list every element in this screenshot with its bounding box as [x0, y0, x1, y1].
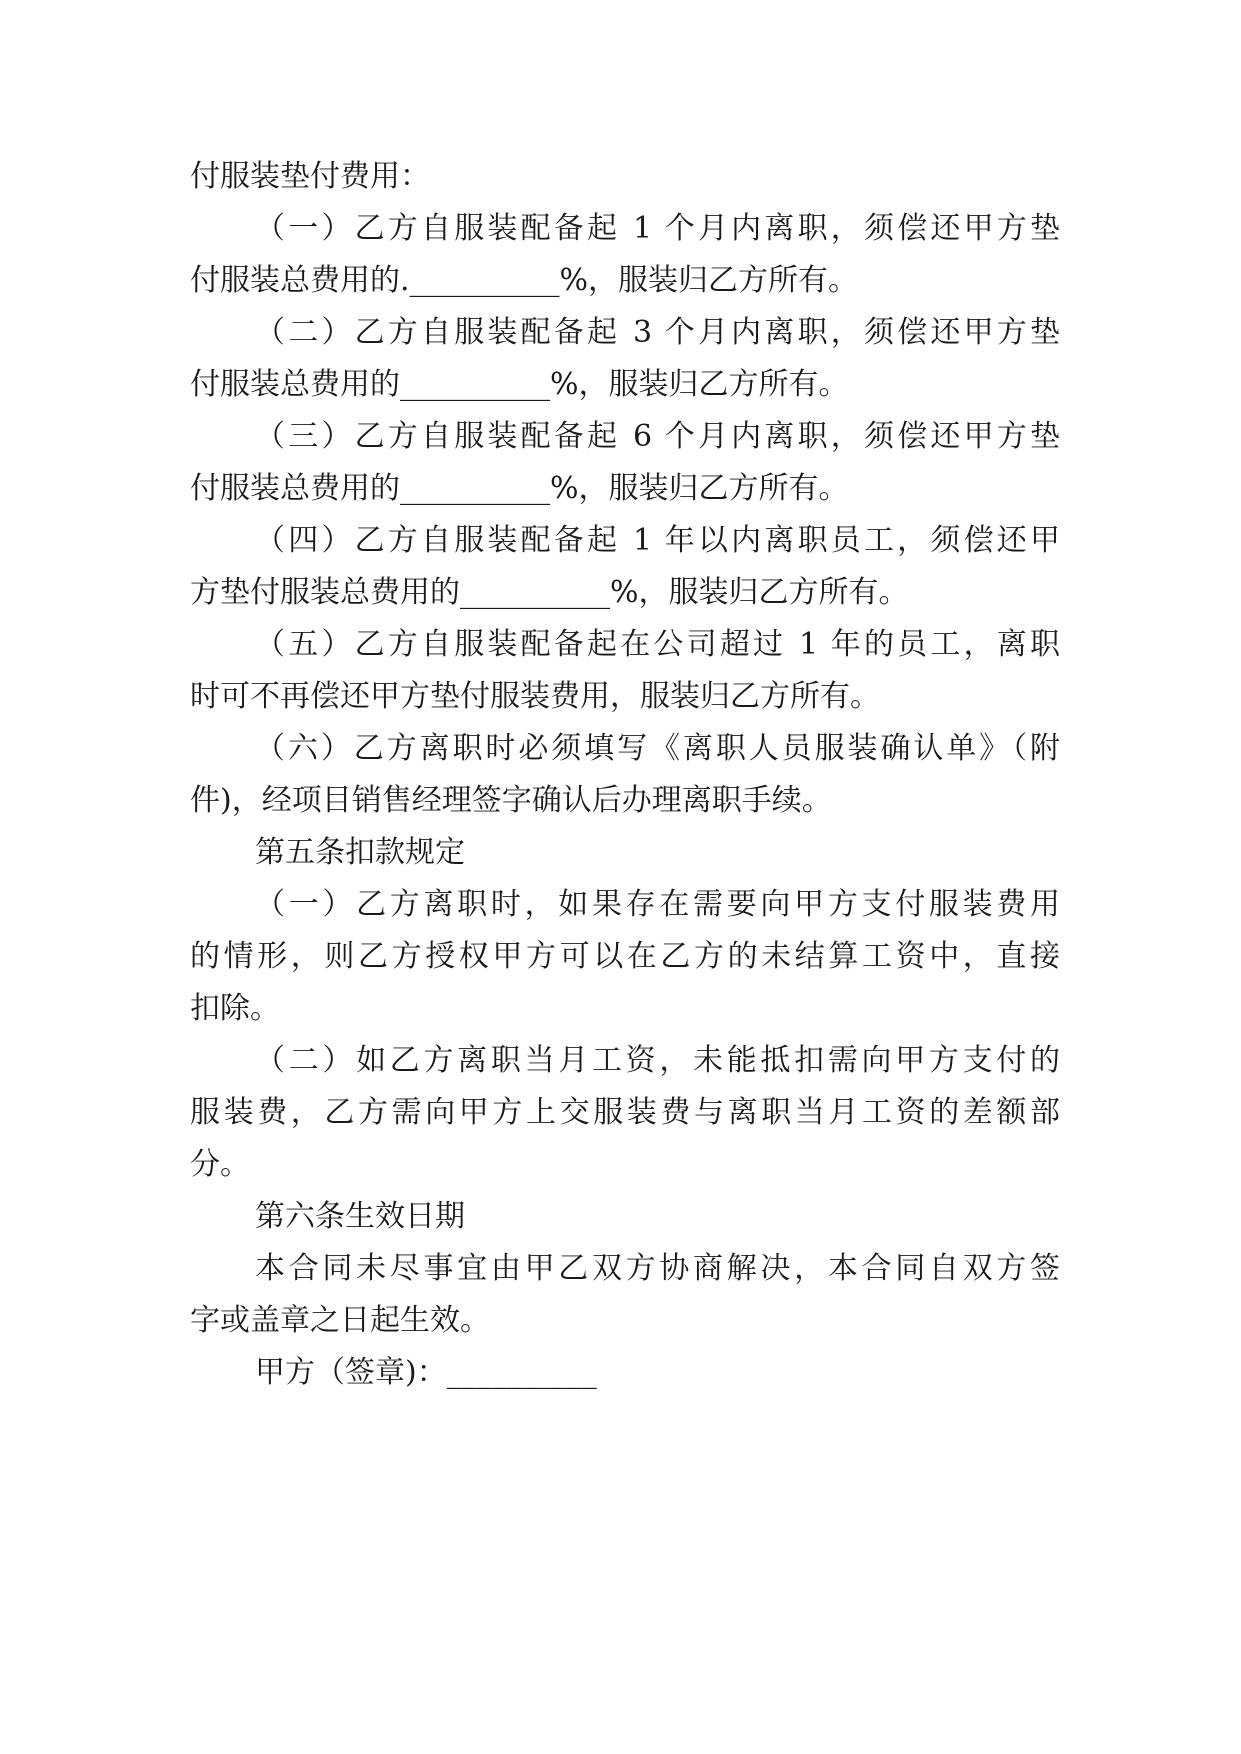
text-line: 分。 [190, 1147, 250, 1182]
text-line: 付服装垫付费用： [190, 159, 430, 194]
text-line: 时可不再偿还甲方垫付服装费用，服装归乙方所有。 [190, 679, 880, 714]
text-line: 件)，经项目销售经理签字确认后办理离职手续。 [190, 783, 832, 818]
text-line: （二）如乙方离职当月工资，未能抵扣需向甲方支付的 [255, 1043, 1060, 1078]
text-line: （五）乙方自服装配备起在公司超过 1 年的员工，离职 [255, 627, 1060, 662]
text-line: （一）乙方自服装配备起 1 个月内离职，须偿还甲方垫 [255, 211, 1060, 246]
text-line: （六）乙方离职时必须填写《离职人员服装确认单》（附 [255, 731, 1060, 766]
text-line: （二）乙方自服装配备起 3 个月内离职，须偿还甲方垫 [255, 315, 1060, 350]
text-line: 本合同未尽事宜由甲乙双方协商解决，本合同自双方签 [255, 1251, 1060, 1286]
signature-line: 甲方（签章)：__________ [255, 1355, 597, 1390]
section-heading: 第五条扣款规定 [255, 835, 465, 870]
text-line: 方垫付服装总费用的__________%，服装归乙方所有。 [190, 575, 909, 610]
text-line: 服装费，乙方需向甲方上交服装费与离职当月工资的差额部 [190, 1095, 1060, 1130]
text-line: （一）乙方离职时，如果存在需要向甲方支付服装费用 [255, 887, 1060, 922]
text-line: 付服装总费用的__________%，服装归乙方所有。 [190, 471, 849, 506]
section-heading: 第六条生效日期 [255, 1199, 465, 1234]
text-line: 字或盖章之日起生效。 [190, 1303, 490, 1338]
text-line: （四）乙方自服装配备起 1 年以内离职员工，须偿还甲 [255, 523, 1060, 558]
text-line: 付服装总费用的__________%，服装归乙方所有。 [190, 367, 849, 402]
text-line: 的情形，则乙方授权甲方可以在乙方的未结算工资中，直接 [190, 939, 1060, 974]
text-line: 扣除。 [190, 991, 280, 1026]
text-line: （三）乙方自服装配备起 6 个月内离职，须偿还甲方垫 [255, 419, 1060, 454]
text-line: 付服装总费用的.__________%，服装归乙方所有。 [190, 263, 859, 298]
